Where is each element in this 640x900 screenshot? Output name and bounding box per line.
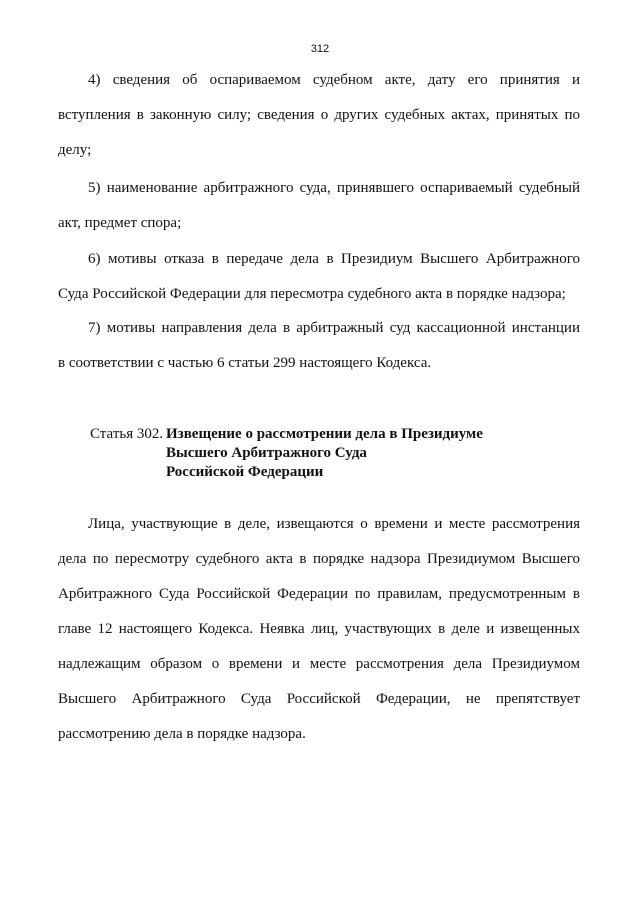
- article-heading: [90, 425, 550, 482]
- body-line: Высшего Арбитражного Суда Российской Федерации, не препятствует: [58, 691, 580, 707]
- article-number: Статья 302.: [90, 426, 164, 442]
- body-line: Лица, участвующие в деле, извещаются о времени и месте рассмотрения: [88, 516, 580, 532]
- body-line: надлежащим образом о времени и месте рассмотрения дела Президиумом: [58, 656, 580, 672]
- body-line: дела по пересмотру судебного акта в порядке надзора Президиумом Высшего: [58, 551, 580, 567]
- item-line: Суда Российской Федерации для пересмотра судебного акта в порядке надзора;: [58, 286, 566, 302]
- item-line: акт, предмет спора;: [58, 215, 182, 231]
- article-title-line: Высшего Арбитражного Суда: [166, 445, 367, 461]
- page-number: 312: [310, 43, 330, 55]
- article-title-line: Российской Федерации: [166, 464, 324, 480]
- item-line: 7) мотивы направления дела в арбитражный суд кассационной инстанции: [88, 320, 580, 336]
- body-line: рассмотрению дела в порядке надзора.: [58, 726, 306, 742]
- article-body: [58, 514, 580, 744]
- article-title-line: Извещение о рассмотрении дела в Президиуме: [166, 426, 483, 442]
- item-line: 4) сведения об оспариваемом судебном акте, дату его принятия и: [88, 72, 580, 88]
- list-item: [58, 318, 580, 373]
- body-line: главе 12 настоящего Кодекса. Неявка лиц, участвующих в деле и извещенных: [58, 621, 580, 637]
- list-item: [58, 178, 580, 233]
- item-line: вступления в законную силу; сведения о других судебных актах, принятых по: [58, 107, 580, 123]
- item-line: в соответствии с частью 6 статьи 299 настоящего Кодекса.: [58, 355, 432, 371]
- list-item: [58, 70, 580, 160]
- item-line: делу;: [58, 142, 92, 158]
- item-line: 5) наименование арбитражного суда, принявшего оспариваемый судебный: [88, 180, 580, 196]
- body-line: Арбитражного Суда Российской Федерации по правилам, предусмотренным в: [58, 586, 580, 602]
- list-item: [58, 249, 580, 304]
- item-line: 6) мотивы отказа в передаче дела в Президиум Высшего Арбитражного: [88, 251, 580, 267]
